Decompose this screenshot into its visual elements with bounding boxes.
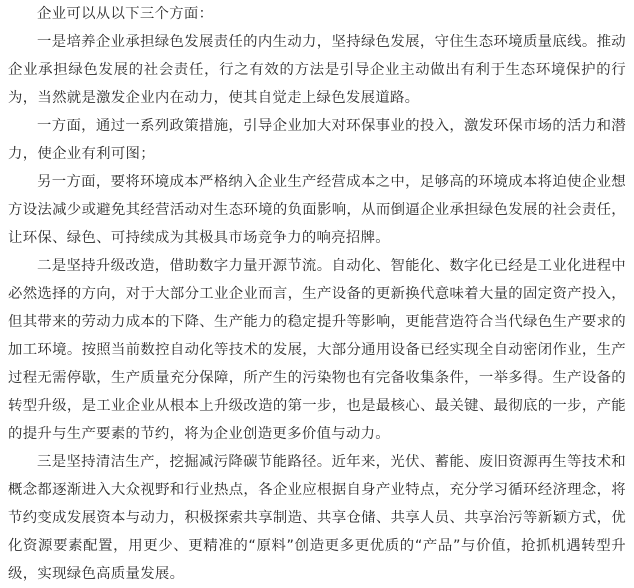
paragraph-second-point: 二是坚持升级改造，借助数字力量开源节流。自动化、智能化、数字化已经是工业化进程中必然选择的方向，对于大部分工业企业而言，生产设备的更新换代意味着大量的固定资产投入，但其带来的劳动力成本的下降、生产能力的稳定提升等影响，更能营造符合当代绿色生产要求的加工环境。按照当前数控自动化等技术的发展，大部分通用设备已经实现全自动密闭作业，生产过程无需停歇，生产质量充分保障，所产生的污染物也有完备收集条件，一举多得。生产设备的转型升级，是工业企业从根本上升级改造的第一步，也是最核心、最关键、最彻底的一步，产能的提升与生产要素的节约，将为企业创造更多价值与动力。 xyxy=(8,258,626,442)
article-body xyxy=(8,0,626,588)
paragraph-on-one-hand: 一方面，通过一系列政策措施，引导企业加大对环保事业的投入，激发环保市场的活力和潜力，使企业有利可图； xyxy=(8,118,626,162)
paragraph-first-point: 一是培养企业承担绿色发展责任的内生动力，坚持绿色发展，守住生态环境质量底线。推动企业承担绿色发展的社会责任，行之有效的方法是引导企业主动做出有利于生态环境保护的行为，当然就是激发企业内在动力，使其自觉走上绿色发展道路。 xyxy=(8,34,626,106)
intro-paragraph: 企业可以从以下三个方面： xyxy=(37,6,214,22)
paragraph-on-the-other-hand: 另一方面，要将环境成本严格纳入企业生产经营成本之中，足够高的环境成本将迫使企业想方设法减少或避免其经营活动对生态环境的负面影响，从而倒逼企业承担绿色发展的社会责任，让环保、绿色、可持续成为其极具市场竞争力的响亮招牌。 xyxy=(8,174,626,246)
paragraph-third-point: 三是坚持清洁生产，挖掘减污降碳节能路径。近年来，光伏、蓄能、废旧资源再生等技术和概念都逐渐进入大众视野和行业热点，各企业应根据自身产业特点，充分学习循环经济理念，将节约变成发展资本与动力，积极探索共享制造、共享仓储、共享人员、共享治污等新颖方式，优化资源要素配置，用更少、更精准的“原料”创造更多更优质的“产品”与价值，抢抓机遇转型升级，实现绿色高质量发展。 xyxy=(8,454,626,582)
